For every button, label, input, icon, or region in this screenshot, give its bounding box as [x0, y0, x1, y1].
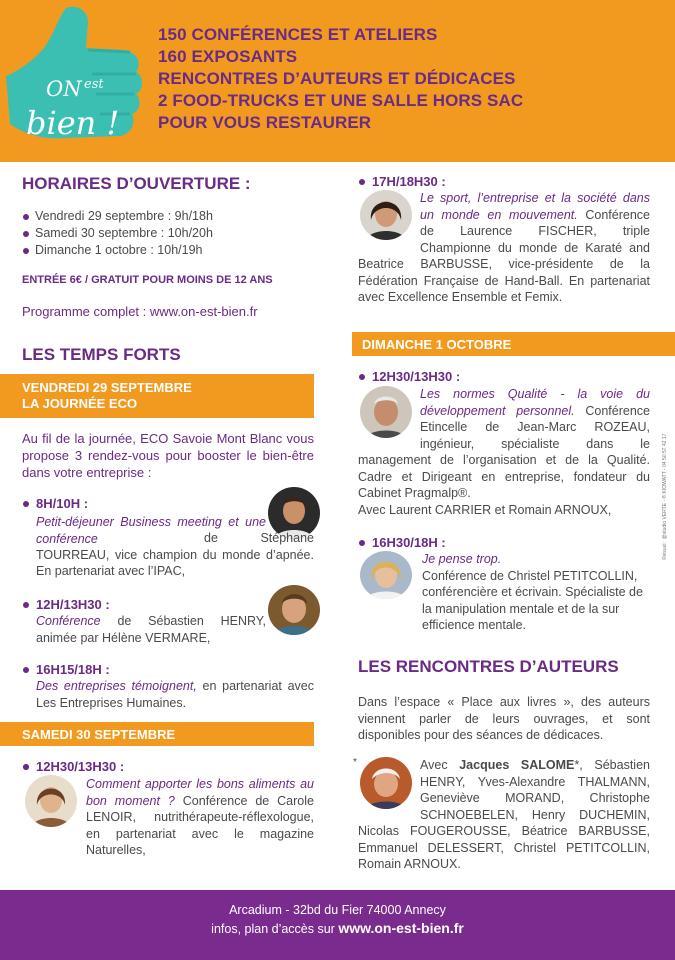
speaker-photo [25, 775, 77, 827]
event-time: 12H/13H30 : [22, 596, 110, 613]
entry-price: ENTRÉE 6€ / GRATUIT POUR MOINS DE 12 ANS [22, 274, 273, 286]
friday-band-date: VENDREDI 29 SEPTEMBRE [22, 380, 192, 395]
hours-title: HORAIRES D’OUVERTURE : [22, 174, 251, 193]
hours-item: Dimanche 1 octobre : 10h/19h [22, 242, 312, 259]
authors-title: LES RENCONTRES D’AUTEURS [358, 657, 619, 676]
header-banner [0, 0, 675, 162]
event-title: Les normes Qualité - la voie du développement personnel. [420, 387, 650, 418]
event-description [358, 386, 650, 518]
highlights-title: LES TEMPS FORTS [22, 345, 181, 364]
event-text: en partenariat avec Les Entreprises Humaines. [36, 679, 314, 710]
event-text: Conférence Etincelle de Jean-Marc ROZEAU, ingénieur, spécialiste dans le management de l’organisation et de la Qualité. Cadre et Dirigeant en entreprise, fondateur du Cabinet Pragmalp®. [358, 403, 650, 500]
event-text: Conférence de Laurence FISCHER, triple Championne du monde de Karaté and Beatrice BARBUSSE, vice-présidente de la Fédération Française de Hand-Ball. En partenariat avec Excellence Ensemble et Femix. [358, 207, 650, 304]
event-description [358, 190, 650, 306]
thumbs-up-logo-icon [4, 4, 152, 154]
event-description [86, 776, 314, 859]
header-highlights [158, 24, 523, 134]
hours-list [22, 208, 312, 259]
footer-info-label: infos, plan d’accès sur [211, 922, 335, 936]
program-link[interactable]: Programme complet : www.on-est-bien.fr [22, 304, 258, 319]
header-line: POUR VOUS RESTAURER [158, 113, 372, 132]
event-description [36, 613, 266, 646]
footer-url-link[interactable]: www.on-est-bien.fr [338, 920, 464, 936]
event-title: Je pense trop. [422, 552, 502, 566]
hours-item: Vendredi 29 septembre : 9h/18h [22, 208, 312, 225]
event-title: Petit-déjeuner Business meeting et une conférence [36, 515, 266, 546]
friday-band [0, 374, 314, 418]
header-line: 160 EXPOSANTS [158, 47, 298, 66]
authors-avec: Avec [420, 758, 448, 772]
saturday-band: SAMEDI 30 SEPTEMBRE [0, 722, 314, 746]
photo-spacer [358, 190, 420, 242]
event-description [36, 678, 314, 711]
friday-band-subtitle: LA JOURNÉE ECO [22, 396, 138, 411]
footer [0, 890, 675, 960]
photo-spacer [358, 386, 420, 444]
footer-info [0, 920, 675, 936]
event-title: Conférence [36, 614, 101, 628]
photo-spacer [358, 757, 420, 809]
event-title: Comment apporter les bons aliments au bon moment ? [86, 777, 314, 808]
event-text-partners: Avec Laurent CARRIER et Romain ARNOUX, [358, 502, 612, 517]
event-time: 12H30/13H30 : [22, 758, 124, 775]
authors-list [358, 757, 650, 873]
logo-text-on: ON [46, 77, 82, 101]
authors-intro: Dans l’espace « Place aux livres », des auteurs viennent parler de leurs ouvrages, et sont disponibles pour des séances de dédicaces. [358, 695, 650, 742]
authors-rest: , Sébastien HENRY, Yves-Alexandre THALMANN, Geneviève MORAND, Christophe SCHNOEBELEN, Henry DUCHEMIN, Nicolas FOUGEROUSSE, Béatrice BARBUSSE, Emmanuel DELESSERT, Christel PETITCOLLIN, Romain ARNOUX. [358, 758, 650, 871]
authors-star: * [574, 758, 580, 772]
sunday-band: DIMANCHE 1 OCTOBRE [352, 332, 675, 356]
header-line: RENCONTRES D’AUTEURS ET DÉDICACES [158, 69, 516, 88]
event-text: Conférence de Christel PETITCOLLIN, conférencière et écrivain. Spécialiste de la manipulation mentale et de la sur efficience mentale. [422, 568, 643, 632]
event-time: 16H15/18H : [22, 661, 110, 678]
friday-intro: Au fil de la journée, ECO Savoie Mont Blanc vous propose 3 rendez-vous pour booster le bien-être dans votre entreprise : [22, 431, 314, 480]
header-line: 2 FOOD-TRUCKS ET UNE SALLE HORS SAC [158, 91, 524, 110]
event-time: 16H30/18H : [358, 534, 446, 551]
event-time: 12H30/13H30 : [358, 368, 460, 385]
event-text: Conférence de Carole LENOIR, nutrithérapeute-réflexologue, en partenariat avec le magazine Naturelles, [86, 793, 314, 857]
footer-address: Arcadium - 32bd du Fier 74000 Annecy [229, 903, 446, 917]
speaker-photo [268, 585, 320, 635]
event-time: 17H/18H30 : [358, 173, 446, 190]
logo-text-bien: bien ! [26, 104, 120, 142]
credit-line: ©visuel : @studio VERTE · ® KIOWATT - 04 50 57 42 17 [662, 433, 668, 560]
event-description-rest: de Stéphane TOURREAU, vice champion du monde d’apnée. En partenariat avec l’IPAC, [36, 531, 314, 578]
asterisk-mark: * [353, 757, 357, 768]
event-time: 8H/10H : [22, 495, 88, 512]
event-description [422, 551, 650, 634]
header-line: 150 CONFÉRENCES ET ATELIERS [158, 25, 438, 44]
speaker-photo [360, 551, 412, 599]
logo-text-est: est [84, 77, 104, 92]
event-text: de Sébastien HENRY, animée par Hélène VERMARE, [36, 614, 266, 645]
event-title: Le sport, l’entreprise et la société dans un monde en mouvement. [420, 191, 650, 222]
event-title: Des entreprises témoignent, [36, 679, 197, 693]
authors-main: Jacques SALOME [459, 758, 575, 772]
hours-item: Samedi 30 septembre : 10h/20h [22, 225, 312, 242]
